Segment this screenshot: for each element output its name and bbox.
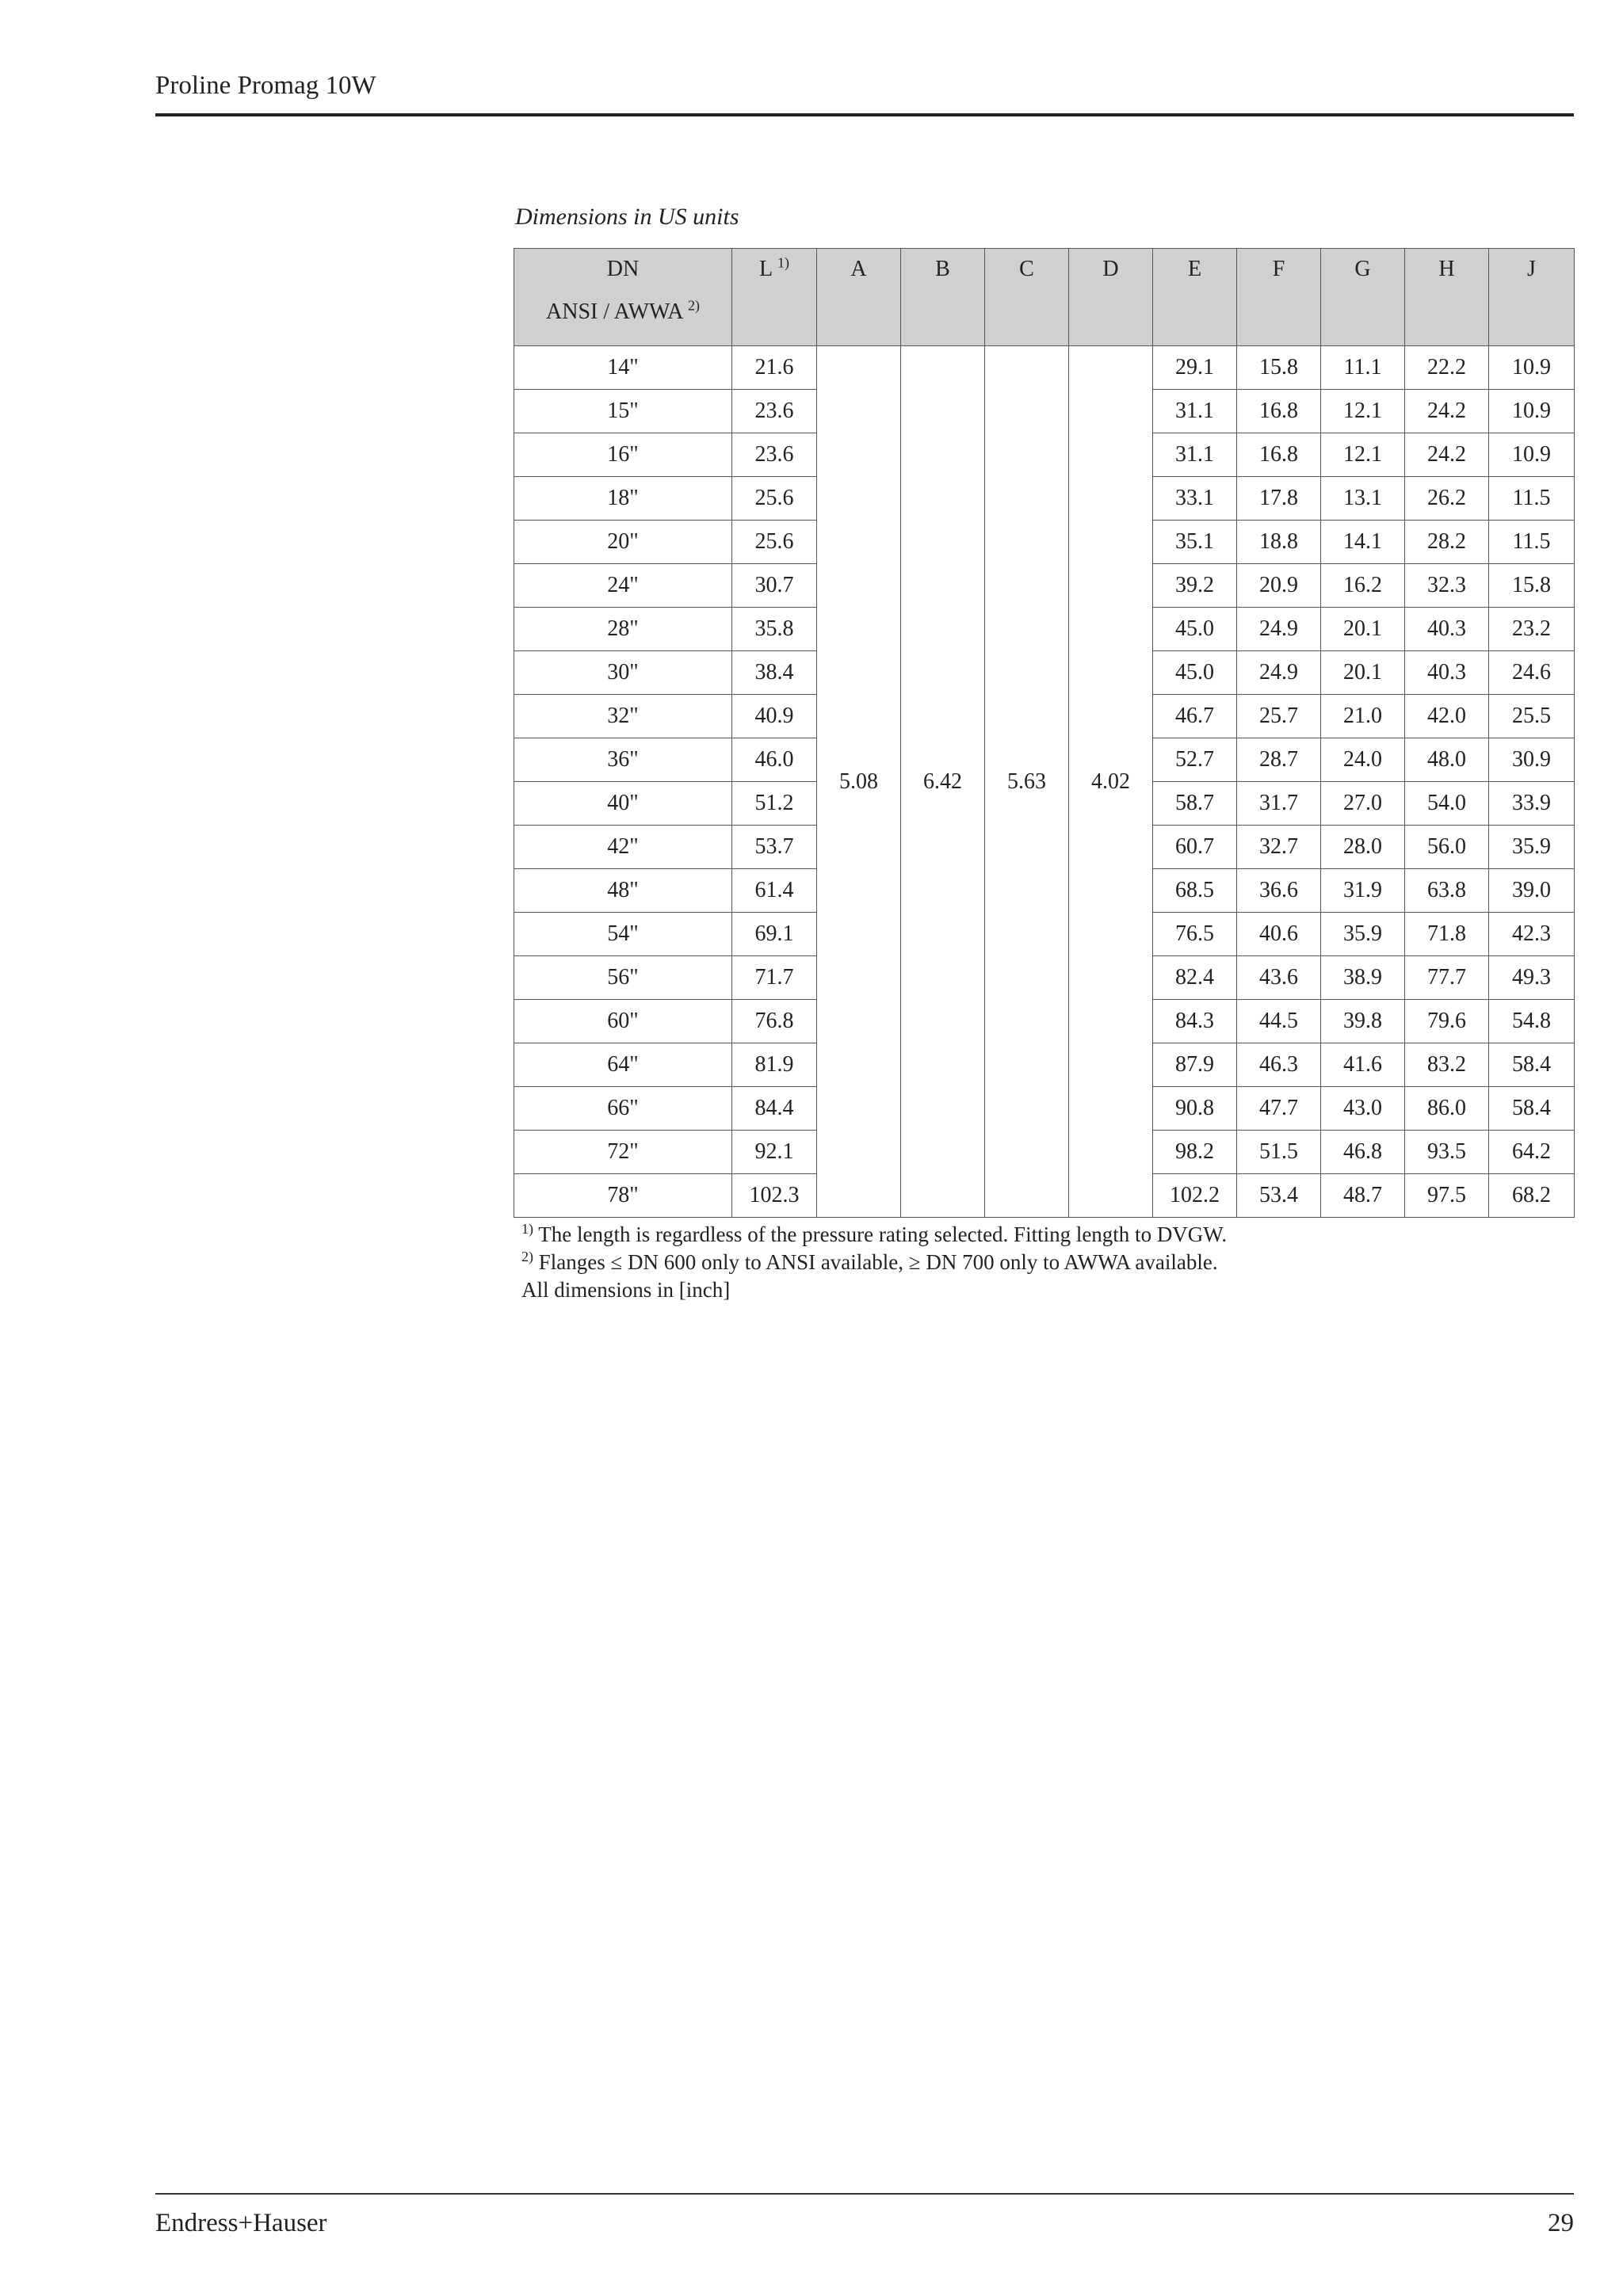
col-header-d: D (1069, 249, 1153, 346)
cell-j: 58.4 (1489, 1043, 1575, 1087)
col-header-l-label: L (758, 257, 773, 281)
cell-l: 92.1 (732, 1131, 817, 1174)
cell-f: 17.8 (1237, 477, 1321, 521)
cell-dn: 20" (514, 521, 732, 564)
cell-j: 10.9 (1489, 390, 1575, 433)
cell-f: 36.6 (1237, 869, 1321, 913)
cell-j: 23.2 (1489, 608, 1575, 651)
cell-h: 40.3 (1405, 651, 1489, 695)
cell-f: 18.8 (1237, 521, 1321, 564)
cell-f: 43.6 (1237, 956, 1321, 1000)
note-1-text: The length is regardless of the pressure rating selected. Fitting length to DVGW. (538, 1222, 1228, 1246)
cell-dn: 24" (514, 564, 732, 608)
cell-h: 86.0 (1405, 1087, 1489, 1131)
cell-e: 46.7 (1153, 695, 1237, 738)
cell-g: 48.7 (1321, 1174, 1405, 1218)
cell-dn: 30" (514, 651, 732, 695)
col-header-c: C (985, 249, 1069, 346)
cell-h: 22.2 (1405, 346, 1489, 390)
cell-h: 24.2 (1405, 390, 1489, 433)
cell-e: 39.2 (1153, 564, 1237, 608)
cell-g: 46.8 (1321, 1131, 1405, 1174)
cell-l: 61.4 (732, 869, 817, 913)
cell-h: 93.5 (1405, 1131, 1489, 1174)
cell-l: 71.7 (732, 956, 817, 1000)
cell-h: 83.2 (1405, 1043, 1489, 1087)
table-notes (521, 1221, 1227, 1304)
cell-e: 31.1 (1153, 390, 1237, 433)
cell-f: 24.9 (1237, 651, 1321, 695)
cell-h: 97.5 (1405, 1174, 1489, 1218)
header-title: Proline Promag 10W (155, 71, 376, 100)
cell-l: 51.2 (732, 782, 817, 826)
footer-divider (155, 2193, 1574, 2195)
cell-dn: 64" (514, 1043, 732, 1087)
cell-a-shared: 5.08 (817, 346, 901, 1218)
cell-h: 32.3 (1405, 564, 1489, 608)
cell-g: 28.0 (1321, 826, 1405, 869)
cell-e: 35.1 (1153, 521, 1237, 564)
cell-l: 23.6 (732, 433, 817, 477)
table-header-row (514, 249, 1575, 346)
cell-l: 23.6 (732, 390, 817, 433)
cell-j: 54.8 (1489, 1000, 1575, 1043)
cell-j: 58.4 (1489, 1087, 1575, 1131)
note-1 (521, 1221, 1227, 1249)
col-header-a: A (817, 249, 901, 346)
cell-g: 27.0 (1321, 782, 1405, 826)
cell-f: 16.8 (1237, 390, 1321, 433)
cell-g: 20.1 (1321, 608, 1405, 651)
cell-g: 35.9 (1321, 913, 1405, 956)
cell-g: 43.0 (1321, 1087, 1405, 1131)
cell-h: 54.0 (1405, 782, 1489, 826)
cell-f: 46.3 (1237, 1043, 1321, 1087)
cell-h: 26.2 (1405, 477, 1489, 521)
note-2-marker: 2) (521, 1249, 533, 1264)
cell-e: 58.7 (1153, 782, 1237, 826)
cell-l: 76.8 (732, 1000, 817, 1043)
cell-l: 25.6 (732, 477, 817, 521)
cell-e: 31.1 (1153, 433, 1237, 477)
cell-f: 24.9 (1237, 608, 1321, 651)
cell-j: 33.9 (1489, 782, 1575, 826)
cell-l: 30.7 (732, 564, 817, 608)
col-header-dn (514, 249, 732, 346)
cell-f: 25.7 (1237, 695, 1321, 738)
cell-dn: 72" (514, 1131, 732, 1174)
cell-f: 40.6 (1237, 913, 1321, 956)
col-header-dn-sub-label: ANSI / AWWA (546, 299, 682, 324)
cell-f: 15.8 (1237, 346, 1321, 390)
cell-g: 11.1 (1321, 346, 1405, 390)
cell-f: 20.9 (1237, 564, 1321, 608)
cell-e: 33.1 (1153, 477, 1237, 521)
cell-g: 24.0 (1321, 738, 1405, 782)
cell-g: 41.6 (1321, 1043, 1405, 1087)
cell-h: 63.8 (1405, 869, 1489, 913)
cell-j: 39.0 (1489, 869, 1575, 913)
footnote-ref-1: 1) (777, 254, 790, 271)
cell-g: 13.1 (1321, 477, 1405, 521)
col-header-l (732, 249, 817, 346)
col-header-g: G (1321, 249, 1405, 346)
cell-c-shared: 5.63 (985, 346, 1069, 1218)
cell-d-shared: 4.02 (1069, 346, 1153, 1218)
cell-b-shared: 6.42 (901, 346, 985, 1218)
note-2-text: Flanges ≤ DN 600 only to ANSI available, ≥ DN 700 only to AWWA available. (538, 1250, 1218, 1274)
cell-h: 40.3 (1405, 608, 1489, 651)
cell-j: 68.2 (1489, 1174, 1575, 1218)
cell-dn: 60" (514, 1000, 732, 1043)
cell-e: 68.5 (1153, 869, 1237, 913)
col-header-e: E (1153, 249, 1237, 346)
cell-dn: 28" (514, 608, 732, 651)
cell-dn: 78" (514, 1174, 732, 1218)
cell-e: 45.0 (1153, 651, 1237, 695)
cell-j: 64.2 (1489, 1131, 1575, 1174)
cell-l: 21.6 (732, 346, 817, 390)
cell-f: 28.7 (1237, 738, 1321, 782)
col-header-b: B (901, 249, 985, 346)
cell-dn: 15" (514, 390, 732, 433)
cell-l: 69.1 (732, 913, 817, 956)
cell-h: 71.8 (1405, 913, 1489, 956)
cell-h: 48.0 (1405, 738, 1489, 782)
cell-e: 29.1 (1153, 346, 1237, 390)
cell-dn: 66" (514, 1087, 732, 1131)
cell-dn: 48" (514, 869, 732, 913)
cell-f: 32.7 (1237, 826, 1321, 869)
cell-j: 15.8 (1489, 564, 1575, 608)
cell-h: 42.0 (1405, 695, 1489, 738)
col-header-dn-sub (514, 297, 731, 324)
cell-l: 53.7 (732, 826, 817, 869)
cell-e: 45.0 (1153, 608, 1237, 651)
cell-h: 24.2 (1405, 433, 1489, 477)
cell-l: 25.6 (732, 521, 817, 564)
section-caption: Dimensions in US units (515, 204, 739, 230)
cell-e: 52.7 (1153, 738, 1237, 782)
cell-j: 11.5 (1489, 521, 1575, 564)
cell-h: 28.2 (1405, 521, 1489, 564)
cell-f: 31.7 (1237, 782, 1321, 826)
cell-j: 25.5 (1489, 695, 1575, 738)
cell-g: 21.0 (1321, 695, 1405, 738)
cell-dn: 40" (514, 782, 732, 826)
cell-h: 56.0 (1405, 826, 1489, 869)
cell-l: 102.3 (732, 1174, 817, 1218)
cell-g: 14.1 (1321, 521, 1405, 564)
note-2 (521, 1249, 1227, 1276)
cell-g: 12.1 (1321, 390, 1405, 433)
cell-h: 77.7 (1405, 956, 1489, 1000)
cell-g: 39.8 (1321, 1000, 1405, 1043)
cell-g: 38.9 (1321, 956, 1405, 1000)
col-header-f: F (1237, 249, 1321, 346)
cell-f: 47.7 (1237, 1087, 1321, 1131)
footnote-ref-2: 2) (687, 297, 700, 314)
cell-l: 40.9 (732, 695, 817, 738)
cell-g: 31.9 (1321, 869, 1405, 913)
cell-g: 20.1 (1321, 651, 1405, 695)
cell-h: 79.6 (1405, 1000, 1489, 1043)
col-header-dn-label: DN (606, 257, 640, 281)
note-1-marker: 1) (521, 1221, 533, 1237)
cell-j: 42.3 (1489, 913, 1575, 956)
col-header-h: H (1405, 249, 1489, 346)
cell-f: 51.5 (1237, 1131, 1321, 1174)
cell-g: 16.2 (1321, 564, 1405, 608)
cell-dn: 14" (514, 346, 732, 390)
dimensions-table (514, 248, 1575, 1218)
col-header-j: J (1489, 249, 1575, 346)
cell-e: 90.8 (1153, 1087, 1237, 1131)
cell-e: 98.2 (1153, 1131, 1237, 1174)
cell-f: 44.5 (1237, 1000, 1321, 1043)
cell-g: 12.1 (1321, 433, 1405, 477)
cell-l: 38.4 (732, 651, 817, 695)
page-number: 29 (1548, 2209, 1574, 2237)
cell-j: 10.9 (1489, 433, 1575, 477)
cell-j: 11.5 (1489, 477, 1575, 521)
cell-f: 16.8 (1237, 433, 1321, 477)
cell-j: 49.3 (1489, 956, 1575, 1000)
cell-l: 84.4 (732, 1087, 817, 1131)
cell-dn: 16" (514, 433, 732, 477)
table-body (514, 346, 1575, 1218)
cell-l: 35.8 (732, 608, 817, 651)
footer-brand: Endress+Hauser (155, 2209, 327, 2237)
note-3: All dimensions in [inch] (521, 1278, 731, 1302)
cell-j: 35.9 (1489, 826, 1575, 869)
cell-l: 46.0 (732, 738, 817, 782)
cell-dn: 56" (514, 956, 732, 1000)
cell-e: 82.4 (1153, 956, 1237, 1000)
cell-e: 87.9 (1153, 1043, 1237, 1087)
table-row (514, 346, 1575, 390)
cell-e: 102.2 (1153, 1174, 1237, 1218)
cell-e: 84.3 (1153, 1000, 1237, 1043)
cell-dn: 54" (514, 913, 732, 956)
cell-f: 53.4 (1237, 1174, 1321, 1218)
cell-j: 24.6 (1489, 651, 1575, 695)
cell-l: 81.9 (732, 1043, 817, 1087)
cell-e: 76.5 (1153, 913, 1237, 956)
cell-e: 60.7 (1153, 826, 1237, 869)
cell-dn: 32" (514, 695, 732, 738)
cell-j: 10.9 (1489, 346, 1575, 390)
header-divider (155, 113, 1574, 116)
cell-dn: 42" (514, 826, 732, 869)
cell-dn: 36" (514, 738, 732, 782)
cell-dn: 18" (514, 477, 732, 521)
cell-j: 30.9 (1489, 738, 1575, 782)
